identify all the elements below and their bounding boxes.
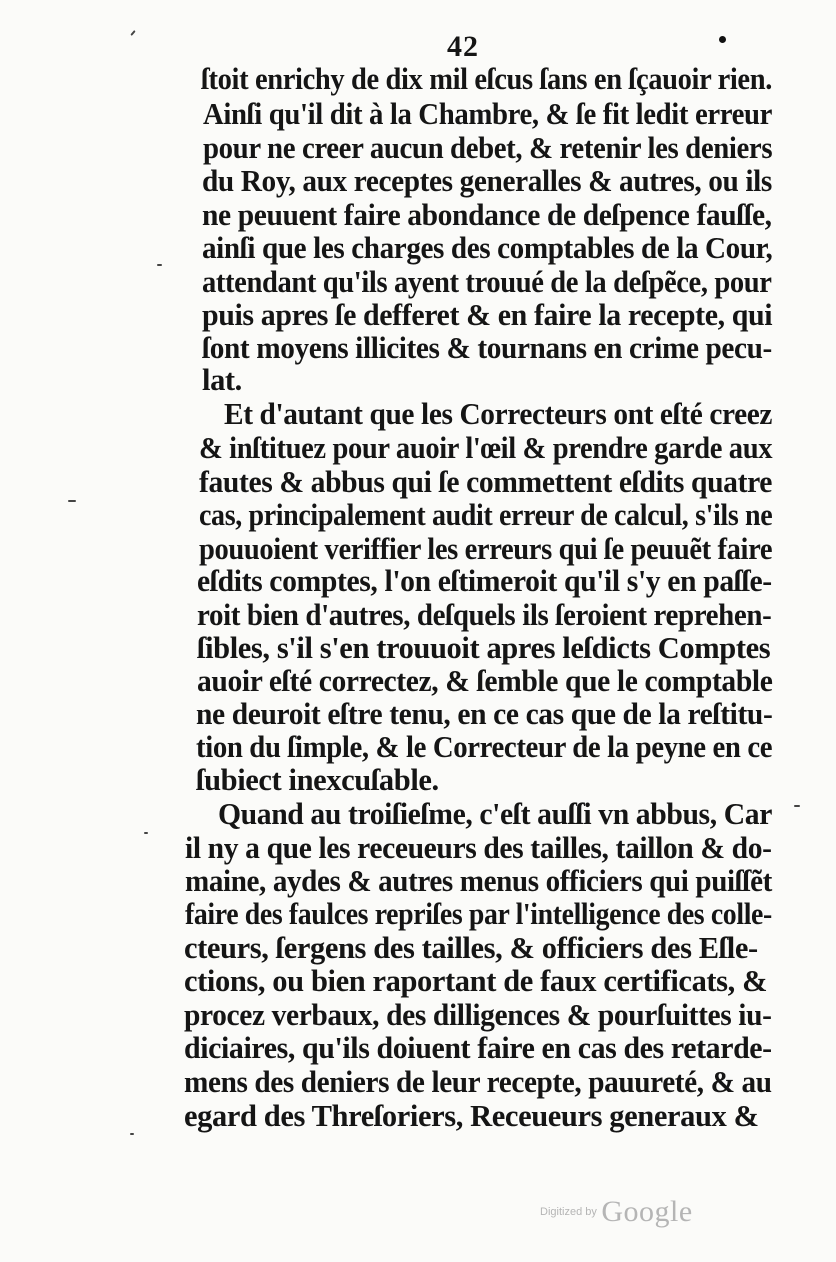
text-line: puis apres ſe defferet & en faire la recepte, qui — [202, 298, 773, 332]
text-line: attendant qu'ils ayent trouué de la deſpẽce, pour — [202, 265, 772, 299]
text-line: ainſi que les charges des comptables de la Cour, — [202, 231, 773, 265]
watermark-prefix: Digitized by — [540, 1206, 597, 1218]
watermark-brand: Google — [601, 1195, 693, 1228]
text-line: ne peuuent faire abondance de deſpence fauſſe, — [202, 198, 772, 232]
text-line: Ainſi qu'il dit à la Chambre, & ſe fit ledit erreur — [203, 97, 773, 131]
text-line: auoir eſté correctez, & ſemble que le comptable — [197, 664, 773, 698]
text-line: procez verbaux, des dilligences & pourſuittes iu- — [184, 998, 772, 1032]
text-line: fautes & abbus qui ſe commettent eſdits quatre — [199, 465, 773, 499]
text-line: egard des Threſoriers, Receueurs generaux & — [184, 1099, 759, 1133]
text-line: faire des faulces repriſes par l'intelligence des colle- — [185, 897, 772, 931]
text-line: du Roy, aux receptes generalles & autres, ou ils — [202, 164, 772, 198]
text-line: eſdits comptes, l'on eſtimeroit qu'il s'y en paſſe- — [197, 564, 772, 598]
text-line: ſont moyens illicites & tournans en crime pecu- — [202, 331, 772, 365]
text-line: ctions, ou bien raportant de faux certificats, & — [184, 964, 768, 998]
text-line: lat. — [202, 363, 242, 397]
text-line: mens des deniers de leur recepte, pauureté, & au — [184, 1065, 772, 1099]
text-line: maine, aydes & autres menus officiers qui puiſſẽt — [185, 864, 772, 898]
text-line: il ny a que les receueurs des tailles, taillon & do- — [185, 831, 772, 865]
text-line: ſtoit enrichy de dix mil eſcus ſans en ſçauoir rien. — [201, 62, 772, 96]
text-line: pour ne creer aucun debet, & retenir les deniers — [203, 131, 773, 165]
page-number: 42 — [447, 30, 479, 63]
text-line: ſibles, s'il s'en trouuoit apres leſdicts Comptes — [197, 631, 771, 665]
text-line: tion du ſimple, & le Correcteur de la peyne en ce — [196, 730, 773, 764]
text-line: roit bien d'autres, deſquels ils ſeroient reprehen- — [197, 598, 772, 632]
text-line: cteurs, ſergens des tailles, & officiers des Eſle- — [184, 931, 758, 965]
text-line: diciaires, qu'ils doiuent faire en cas des retarde- — [184, 1031, 772, 1065]
text-line: ne deuroit eſtre tenu, en ce cas que de la reſtitu- — [196, 697, 773, 731]
text-line: Et d'autant que les Correcteurs ont eſté creez — [224, 397, 773, 431]
text-line: ſubiect inexcuſable. — [196, 763, 439, 797]
text-line: & inſtituez pour auoir l'œil & prendre garde aux — [199, 431, 773, 465]
text-line: cas, principalement audit erreur de calcul, s'ils ne — [199, 498, 773, 532]
digitized-watermark — [540, 1195, 693, 1229]
text-line: pouuoient veriffier les erreurs qui ſe peuuẽt faire — [199, 532, 773, 566]
text-line: Quand au troiſieſme, c'eſt auſſi vn abbus, Car — [218, 797, 772, 831]
